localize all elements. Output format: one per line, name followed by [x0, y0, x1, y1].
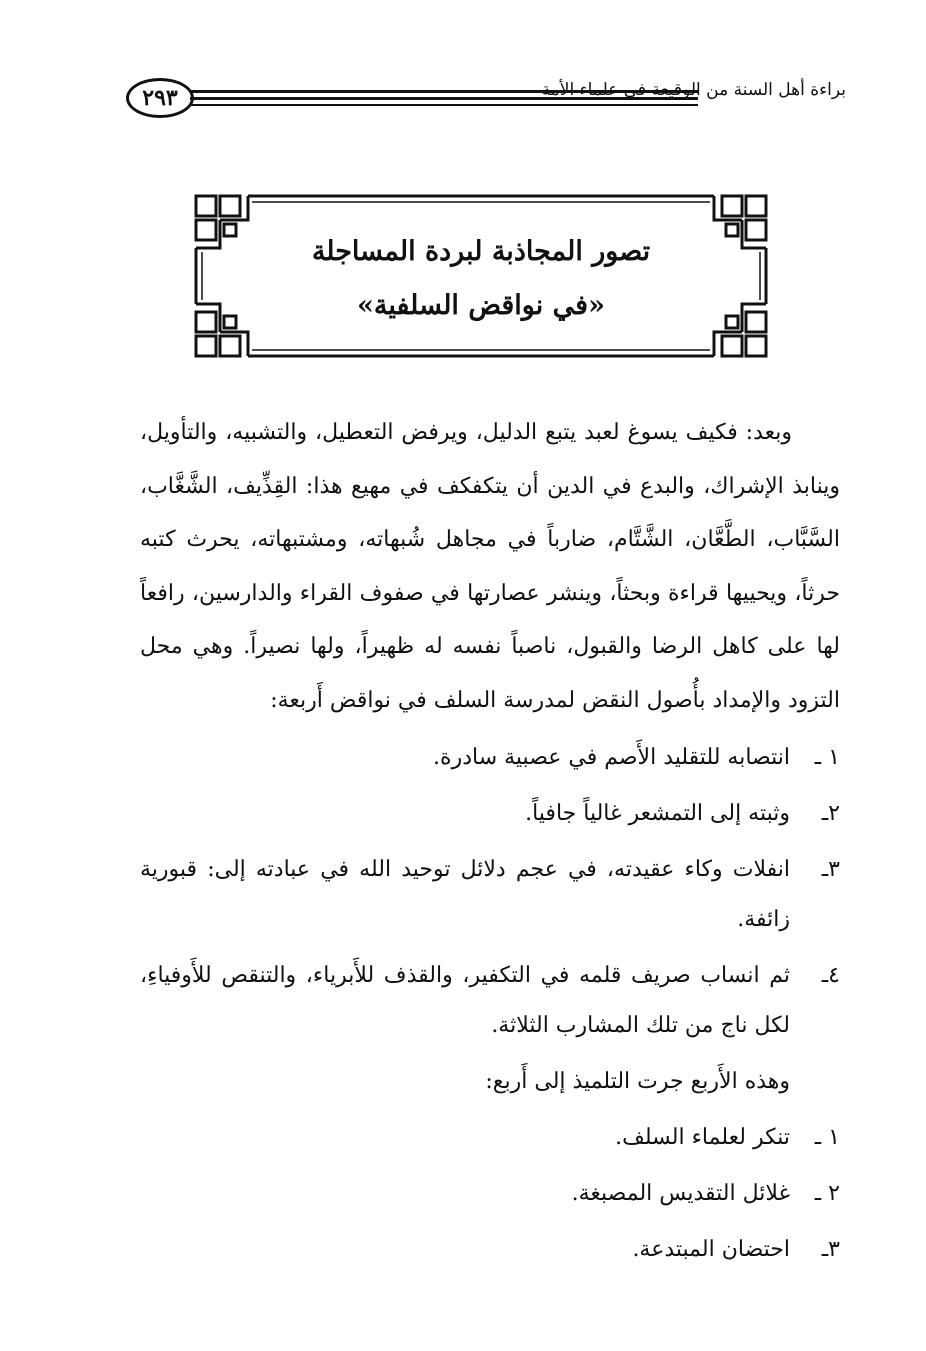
list-item — [140, 789, 840, 839]
item-number: ١ ـ — [814, 745, 840, 770]
list-item — [140, 733, 840, 783]
running-title: براءة أهل السنة من الوقيعة في علماء الأمة — [541, 80, 846, 100]
item-number: ٢ـ — [821, 801, 840, 826]
item-text: غلائل التقديس المصبغة. — [571, 1181, 790, 1206]
item-text: تنكر لعلماء السلف. — [615, 1125, 790, 1150]
section-title: تصور المجاذبة لبردة المساجلة — [311, 236, 651, 267]
item-number: ٣ـ — [821, 1237, 840, 1262]
item-number: ١ ـ — [814, 1125, 840, 1150]
running-header — [118, 78, 846, 128]
page-number: ٢٩٣ — [126, 78, 194, 118]
list-item — [140, 845, 840, 945]
item-text: احتضان المبتدعة. — [632, 1237, 790, 1262]
item-number: ٣ـ — [821, 857, 840, 882]
intro-paragraph: وبعد: فكيف يسوغ لعبد يتبع الدليل، ويرفض التعطيل، والتشبيه، والتأويل، وينابذ الإشراك، والبدع في الدين أن يتكفكف في مهيع هذا: القِذِّيف، الشَّغَّاب، السَّبَّاب، الطَّعَّان، الشَّتَّام، ضارباً في مجاهل شُبهاته، ومشتبهاته، يحرث كتبه حرثاً، ويحييها قراءة وبحثاً، وينشر عصارتها في صفوف القراء والدارسين، رافعاً لها على كاهل الرضا والقبول، ناصباً نفسه له ظهيراً، ولها نصيراً. وهي محل التزود والإمداد بأُصول النقض لمدرسة السلف في نواقض أَربعة: — [140, 420, 840, 713]
item-text: وثبته إلى التمشعر غالياً جافياً. — [525, 801, 790, 826]
transition-paragraph: وهذه الأَربع جرت التلميذ إلى أَربع: — [485, 1069, 790, 1094]
section-subtitle: «في نواقض السلفية» — [357, 290, 605, 321]
section-title-frame — [188, 188, 774, 364]
item-text: انفلات وكاء عقيدته، في عجم دلائل توحيد الله في عبادته إلى: قبورية زائفة. — [140, 857, 790, 932]
item-number: ٤ـ — [821, 963, 840, 988]
list-item — [140, 951, 840, 1051]
item-number: ٢ ـ — [814, 1181, 840, 1206]
list-item — [140, 1225, 840, 1275]
item-text: انتصابه للتقليد الأَصم في عصبية سادرة. — [433, 745, 790, 770]
item-text: ثم انساب صريف قلمه في التكفير، والقذف للأَبرياء، والتنقص للأَوفياءِ، لكل ناج من تلك المشارب الثلاثة. — [140, 963, 791, 1038]
list-item — [140, 1113, 840, 1163]
header-rule — [190, 104, 698, 106]
page-body — [140, 406, 840, 1275]
list-item — [140, 1169, 840, 1219]
ornamental-border — [188, 188, 774, 364]
